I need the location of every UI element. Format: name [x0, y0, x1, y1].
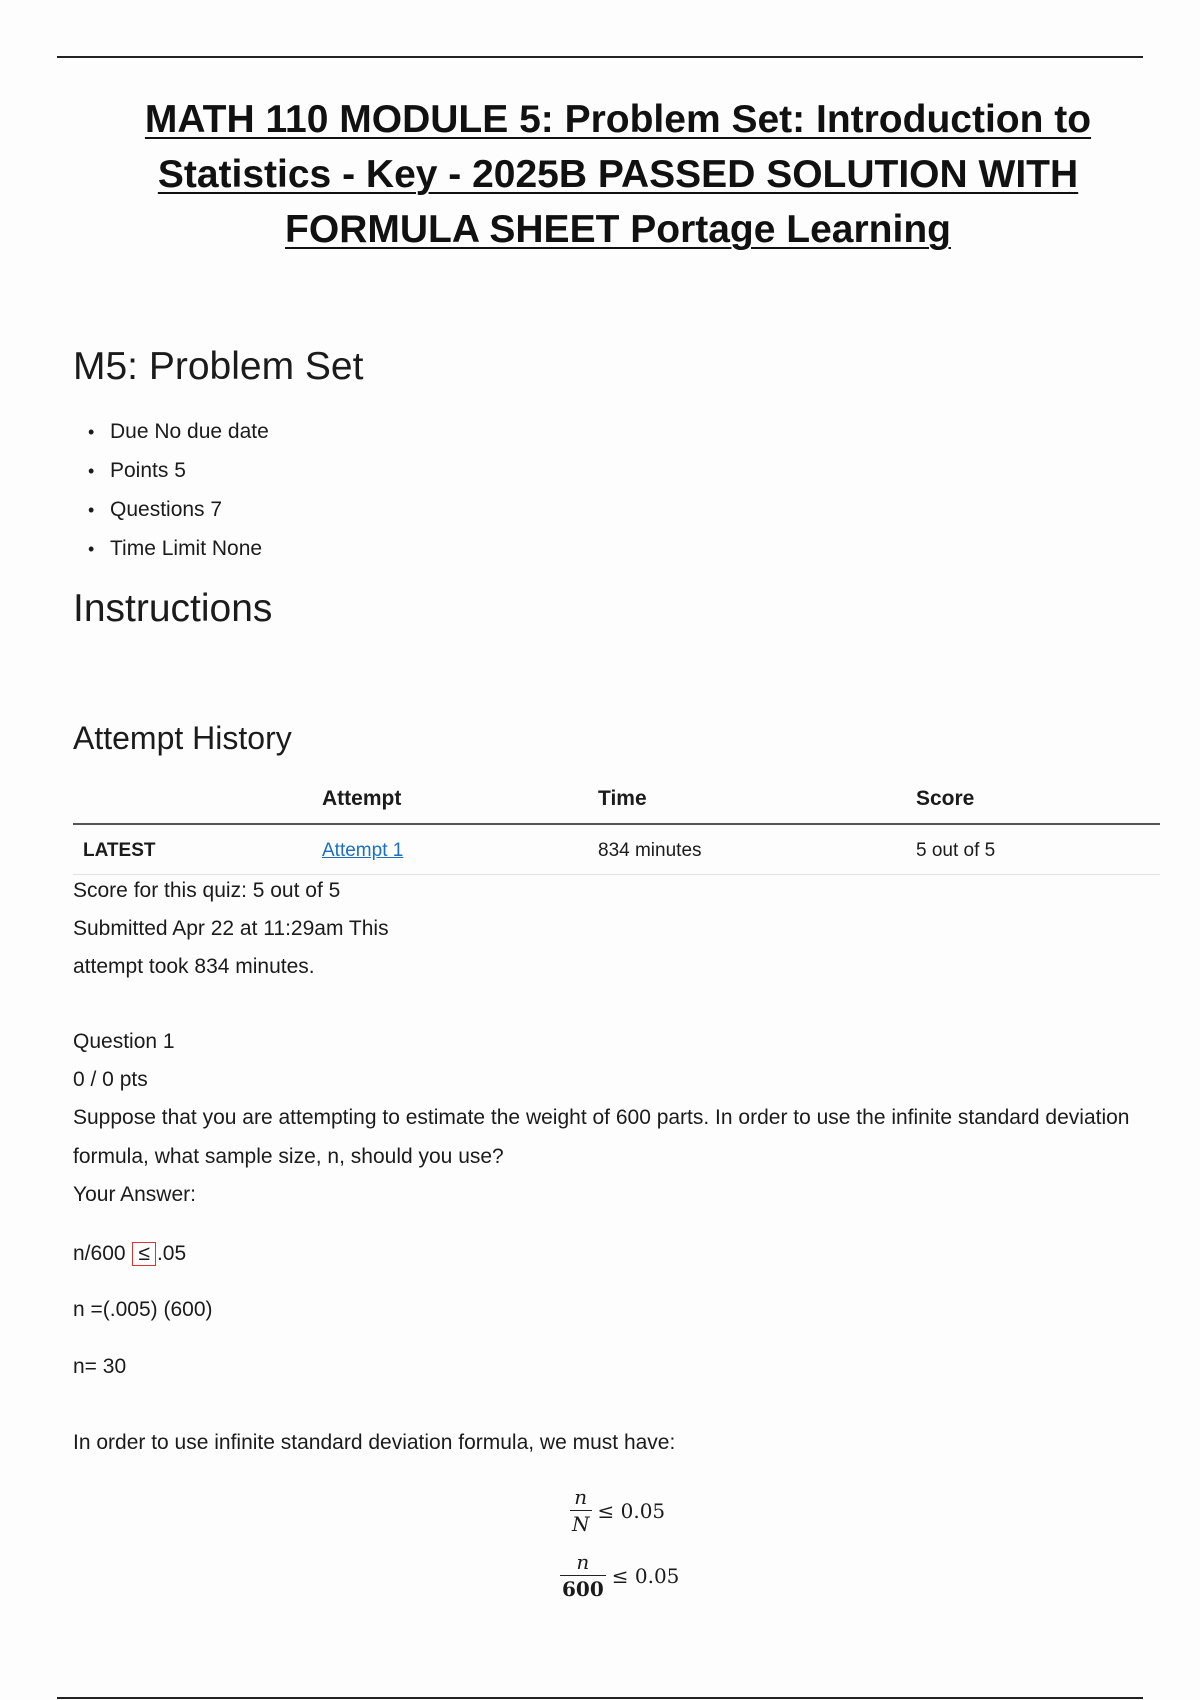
assignment-heading: M5: Problem Set	[73, 345, 364, 388]
bullet-icon: •	[88, 539, 95, 559]
bottom-rule	[57, 1697, 1143, 1699]
bullet-icon: •	[88, 422, 95, 442]
attempt-time: 834 minutes	[598, 840, 702, 861]
attempt-history-table	[73, 777, 1160, 875]
answer-line-2: n =(.005) (600)	[73, 1298, 213, 1321]
answer-label: Your Answer:	[73, 1183, 196, 1206]
meta-due: • Due No due date	[88, 418, 269, 457]
formula-n-over-600: $\frac{n}{600}$ ≤ 0.05	[562, 1550, 680, 1601]
quiz-score-line: Score for this quiz: 5 out of 5	[73, 879, 341, 902]
question-prompt: Suppose that you are attempting to estimate the weight of 600 parts. In order to use the infinite standard deviation formula, what sample size, n, should you use?	[73, 1106, 1130, 1168]
attempt-history-heading: Attempt History	[73, 720, 292, 756]
top-rule	[57, 56, 1143, 58]
table-header	[73, 777, 1160, 825]
column-header-score: Score	[916, 787, 975, 810]
question-number: Question 1	[73, 1030, 175, 1053]
meta-questions: • Questions 7	[88, 496, 269, 535]
column-header-time: Time	[598, 787, 647, 810]
assignment-meta-list	[88, 418, 269, 574]
attempt-1-link[interactable]: Attempt 1	[322, 840, 404, 861]
formula-n-over-N: $\frac{n}{N}$ ≤ 0.05	[572, 1485, 666, 1536]
bullet-icon: •	[88, 461, 95, 481]
attempt-duration-line: attempt took 834 minutes.	[73, 955, 315, 978]
column-header-attempt: Attempt	[322, 787, 402, 810]
latest-label: LATEST	[83, 840, 156, 861]
question-points: 0 / 0 pts	[73, 1068, 148, 1091]
meta-points: • Points 5	[88, 457, 269, 496]
meta-time-limit: • Time Limit None	[88, 535, 269, 574]
table-row	[73, 825, 1160, 875]
document-title: MATH 110 MODULE 5: Problem Set: Introduction to Statistics - Key - 2025B PASSED SOLUTION WITH FORMULA SHEET Portage Learning	[144, 98, 1092, 251]
answer-line-1: n/600 ≤ .05	[73, 1242, 187, 1265]
leq-symbol-box: ≤	[132, 1242, 156, 1266]
answer-line-3: n= 30	[73, 1355, 127, 1378]
instructions-heading: Instructions	[73, 587, 273, 630]
explanation-text: In order to use infinite standard deviation formula, we must have:	[73, 1431, 676, 1454]
bullet-icon: •	[88, 500, 95, 520]
attempt-score: 5 out of 5	[916, 840, 996, 861]
submitted-line: Submitted Apr 22 at 11:29am This	[73, 917, 389, 940]
